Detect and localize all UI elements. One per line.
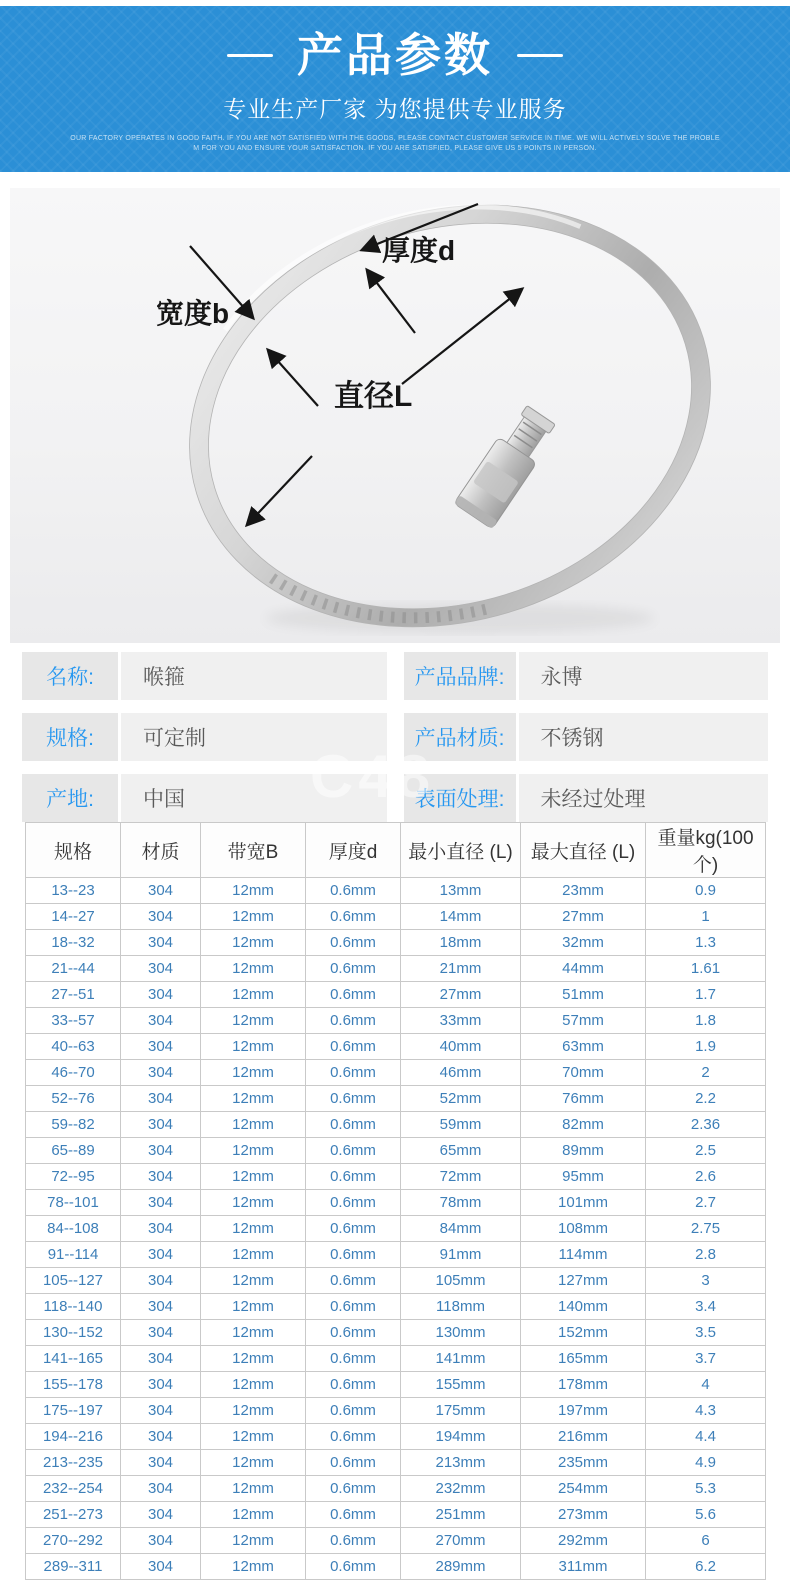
table-cell: 3.7 [646,1346,766,1372]
table-cell: 0.6mm [306,1034,401,1060]
table-row [26,1034,766,1060]
table-cell: 0.6mm [306,1502,401,1528]
attribute-label: 产地: [22,774,118,822]
table-cell: 152mm [521,1320,646,1346]
table-cell: 304 [121,1138,201,1164]
hero-banner [0,6,790,172]
table-cell: 304 [121,1216,201,1242]
table-cell: 155--178 [26,1372,121,1398]
column-header: 重量kg(100个) [646,823,766,878]
table-cell: 141--165 [26,1346,121,1372]
table-cell: 13--23 [26,878,121,904]
table-cell: 304 [121,1034,201,1060]
table-row [26,1528,766,1554]
table-cell: 82mm [521,1112,646,1138]
table-cell: 59mm [401,1112,521,1138]
table-row [26,1112,766,1138]
table-cell: 0.6mm [306,1398,401,1424]
table-cell: 12mm [201,1424,306,1450]
attribute-brand [404,652,769,700]
table-row [26,982,766,1008]
table-cell: 304 [121,1476,201,1502]
table-row [26,1502,766,1528]
attribute-label: 名称: [22,652,118,700]
table-row [26,1424,766,1450]
table-cell: 78--101 [26,1190,121,1216]
table-cell: 63mm [521,1034,646,1060]
table-cell: 51mm [521,982,646,1008]
table-cell: 72--95 [26,1164,121,1190]
table-cell: 46--70 [26,1060,121,1086]
table-cell: 78mm [401,1190,521,1216]
width-label: 宽度b [156,298,230,329]
attribute-value: 永博 [519,652,769,700]
attribute-material [404,713,769,761]
table-cell: 197mm [521,1398,646,1424]
table-cell: 0.6mm [306,1424,401,1450]
table-cell: 12mm [201,904,306,930]
table-cell: 59--82 [26,1112,121,1138]
table-cell: 32mm [521,930,646,956]
table-cell: 304 [121,1190,201,1216]
table-cell: 2 [646,1060,766,1086]
table-cell: 70mm [521,1060,646,1086]
table-cell: 114mm [521,1242,646,1268]
spec-table-head-row [26,823,766,878]
table-row [26,930,766,956]
table-cell: 23mm [521,878,646,904]
table-cell: 141mm [401,1346,521,1372]
table-cell: 1.7 [646,982,766,1008]
table-cell: 12mm [201,982,306,1008]
table-cell: 0.6mm [306,1216,401,1242]
attribute-spec [22,713,387,761]
table-cell: 12mm [201,1008,306,1034]
table-cell: 289mm [401,1554,521,1580]
hero-subtitle: 专业生产厂家 为您提供专业服务 [223,96,567,122]
table-cell: 27mm [521,904,646,930]
table-cell: 18--32 [26,930,121,956]
table-row [26,1060,766,1086]
table-cell: 235mm [521,1450,646,1476]
table-cell: 304 [121,1346,201,1372]
table-cell: 0.6mm [306,1164,401,1190]
table-cell: 12mm [201,1060,306,1086]
column-header: 最小直径 (L) [401,823,521,878]
column-header: 材质 [121,823,201,878]
attribute-origin [22,774,387,822]
table-cell: 4.3 [646,1398,766,1424]
table-cell: 304 [121,1424,201,1450]
table-cell: 2.7 [646,1190,766,1216]
table-cell: 251mm [401,1502,521,1528]
table-cell: 12mm [201,1554,306,1580]
table-cell: 52mm [401,1086,521,1112]
spec-table [25,822,766,1580]
table-cell: 194--216 [26,1424,121,1450]
table-cell: 289--311 [26,1554,121,1580]
hose-clamp-diagram [10,188,780,643]
clamp-screw-housing [454,402,560,529]
table-cell: 304 [121,1502,201,1528]
table-row [26,1294,766,1320]
table-cell: 84mm [401,1216,521,1242]
hero-note [0,134,790,153]
table-cell: 95mm [521,1164,646,1190]
table-row [26,1554,766,1580]
table-cell: 44mm [521,956,646,982]
table-cell: 4.9 [646,1450,766,1476]
table-cell: 12mm [201,1242,306,1268]
table-cell: 232--254 [26,1476,121,1502]
table-cell: 6.2 [646,1554,766,1580]
table-cell: 304 [121,1242,201,1268]
attribute-name [22,652,387,700]
table-cell: 40--63 [26,1034,121,1060]
table-cell: 1.61 [646,956,766,982]
attribute-surface [404,774,769,822]
table-cell: 12mm [201,878,306,904]
table-cell: 27mm [401,982,521,1008]
table-row [26,956,766,982]
table-cell: 155mm [401,1372,521,1398]
table-cell: 12mm [201,1164,306,1190]
table-cell: 0.6mm [306,1528,401,1554]
attribute-value: 不锈钢 [519,713,769,761]
table-cell: 12mm [201,1320,306,1346]
thickness-label: 厚度d [382,235,456,266]
table-row [26,1164,766,1190]
table-cell: 304 [121,1164,201,1190]
spec-table-body [26,878,766,1580]
table-cell: 1.9 [646,1034,766,1060]
attribute-label: 规格: [22,713,118,761]
attribute-value: 中国 [121,774,387,822]
table-cell: 311mm [521,1554,646,1580]
table-cell: 270--292 [26,1528,121,1554]
table-cell: 101mm [521,1190,646,1216]
table-row [26,1008,766,1034]
table-cell: 251--273 [26,1502,121,1528]
table-cell: 46mm [401,1060,521,1086]
table-cell: 304 [121,1398,201,1424]
table-cell: 194mm [401,1424,521,1450]
table-cell: 0.6mm [306,1138,401,1164]
table-cell: 0.6mm [306,1242,401,1268]
table-row [26,904,766,930]
table-cell: 18mm [401,930,521,956]
table-cell: 0.6mm [306,1554,401,1580]
table-cell: 21mm [401,956,521,982]
attribute-label: 表面处理: [404,774,516,822]
table-cell: 12mm [201,1450,306,1476]
table-cell: 12mm [201,1138,306,1164]
table-cell: 33mm [401,1008,521,1034]
column-header: 规格 [26,823,121,878]
table-cell: 304 [121,1528,201,1554]
table-cell: 304 [121,930,201,956]
table-cell: 4.4 [646,1424,766,1450]
table-cell: 178mm [521,1372,646,1398]
attribute-value: 可定制 [121,713,387,761]
table-cell: 2.6 [646,1164,766,1190]
table-cell: 4 [646,1372,766,1398]
table-cell: 304 [121,1320,201,1346]
attribute-label: 产品材质: [404,713,516,761]
table-cell: 84--108 [26,1216,121,1242]
title-dash-right [517,54,563,57]
table-cell: 0.6mm [306,1060,401,1086]
hero-title-row [0,6,790,81]
table-cell: 0.6mm [306,1112,401,1138]
table-row [26,1372,766,1398]
attribute-value: 未经过处理 [519,774,769,822]
page-title: 产品参数 [297,29,493,81]
table-cell: 118mm [401,1294,521,1320]
diameter-label: 直径L [334,380,413,413]
table-cell: 108mm [521,1216,646,1242]
table-cell: 12mm [201,1476,306,1502]
product-attributes [0,652,790,822]
table-cell: 0.6mm [306,1450,401,1476]
table-cell: 216mm [521,1424,646,1450]
table-cell: 0.6mm [306,1008,401,1034]
table-cell: 304 [121,1086,201,1112]
table-cell: 175--197 [26,1398,121,1424]
table-cell: 89mm [521,1138,646,1164]
table-cell: 118--140 [26,1294,121,1320]
table-cell: 127mm [521,1268,646,1294]
table-cell: 0.6mm [306,982,401,1008]
table-cell: 0.6mm [306,1086,401,1112]
table-cell: 304 [121,1060,201,1086]
table-cell: 52--76 [26,1086,121,1112]
table-cell: 0.6mm [306,878,401,904]
table-cell: 304 [121,956,201,982]
table-row [26,1346,766,1372]
product-photo [10,188,780,643]
table-cell: 0.9 [646,878,766,904]
table-cell: 273mm [521,1502,646,1528]
table-cell: 12mm [201,1190,306,1216]
table-cell: 2.75 [646,1216,766,1242]
table-cell: 12mm [201,1112,306,1138]
table-cell: 304 [121,1294,201,1320]
table-row [26,1320,766,1346]
table-cell: 270mm [401,1528,521,1554]
table-cell: 27--51 [26,982,121,1008]
table-cell: 91--114 [26,1242,121,1268]
table-cell: 72mm [401,1164,521,1190]
table-cell: 304 [121,904,201,930]
table-cell: 304 [121,878,201,904]
table-cell: 33--57 [26,1008,121,1034]
column-header: 最大直径 (L) [521,823,646,878]
table-cell: 12mm [201,1216,306,1242]
attribute-label: 产品品牌: [404,652,516,700]
watermark: C48 [310,743,436,810]
table-row [26,1476,766,1502]
table-cell: 76mm [521,1086,646,1112]
table-cell: 2.36 [646,1112,766,1138]
table-cell: 91mm [401,1242,521,1268]
table-row [26,1190,766,1216]
table-cell: 175mm [401,1398,521,1424]
table-cell: 105--127 [26,1268,121,1294]
hero-note-line1: OUR FACTORY OPERATES IN GOOD FAITH. IF YOU ARE NOT SATISFIED WITH THE GOODS, PLEASE CONTACT CUSTOMER SERVICE IN TIME. WE WILL ACTIVELY SOLVE THE PROBLE [70,135,720,142]
table-cell: 65mm [401,1138,521,1164]
table-cell: 5.3 [646,1476,766,1502]
table-cell: 3.4 [646,1294,766,1320]
table-cell: 130mm [401,1320,521,1346]
table-cell: 3 [646,1268,766,1294]
table-cell: 12mm [201,1086,306,1112]
table-cell: 57mm [521,1008,646,1034]
table-cell: 1 [646,904,766,930]
table-cell: 13mm [401,878,521,904]
table-cell: 254mm [521,1476,646,1502]
table-cell: 21--44 [26,956,121,982]
table-row [26,878,766,904]
table-cell: 0.6mm [306,1294,401,1320]
attribute-value: 喉箍 [121,652,387,700]
table-row [26,1398,766,1424]
table-cell: 304 [121,1450,201,1476]
table-cell: 0.6mm [306,1346,401,1372]
table-cell: 12mm [201,1528,306,1554]
table-cell: 1.8 [646,1008,766,1034]
table-cell: 3.5 [646,1320,766,1346]
hero-note-line2: M FOR YOU AND ENSURE YOUR SATISFACTION. IF YOU ARE SATISFIED, PLEASE GIVE US 5 POINTS IN PERSON. [193,144,597,152]
table-cell: 213--235 [26,1450,121,1476]
table-cell: 304 [121,1112,201,1138]
table-row [26,1216,766,1242]
table-cell: 12mm [201,1398,306,1424]
table-cell: 304 [121,1554,201,1580]
table-cell: 140mm [521,1294,646,1320]
table-row [26,1268,766,1294]
table-cell: 14--27 [26,904,121,930]
table-cell: 304 [121,1372,201,1398]
table-cell: 0.6mm [306,930,401,956]
table-cell: 0.6mm [306,956,401,982]
table-cell: 6 [646,1528,766,1554]
table-cell: 12mm [201,1502,306,1528]
table-cell: 304 [121,982,201,1008]
table-row [26,1450,766,1476]
table-cell: 2.5 [646,1138,766,1164]
table-cell: 0.6mm [306,1190,401,1216]
table-cell: 0.6mm [306,1372,401,1398]
table-cell: 12mm [201,930,306,956]
table-cell: 0.6mm [306,1476,401,1502]
table-cell: 12mm [201,1294,306,1320]
table-cell: 12mm [201,1034,306,1060]
table-cell: 12mm [201,1372,306,1398]
table-row [26,1242,766,1268]
table-cell: 2.8 [646,1242,766,1268]
table-cell: 304 [121,1008,201,1034]
table-cell: 1.3 [646,930,766,956]
table-cell: 5.6 [646,1502,766,1528]
column-header: 带宽B [201,823,306,878]
table-cell: 12mm [201,956,306,982]
table-row [26,1086,766,1112]
table-cell: 12mm [201,1268,306,1294]
table-row [26,1138,766,1164]
table-cell: 65--89 [26,1138,121,1164]
table-cell: 165mm [521,1346,646,1372]
table-cell: 130--152 [26,1320,121,1346]
table-cell: 2.2 [646,1086,766,1112]
table-cell: 232mm [401,1476,521,1502]
table-cell: 14mm [401,904,521,930]
table-cell: 0.6mm [306,904,401,930]
column-header: 厚度d [306,823,401,878]
table-cell: 0.6mm [306,1320,401,1346]
table-cell: 292mm [521,1528,646,1554]
title-dash-left [227,54,273,57]
table-cell: 0.6mm [306,1268,401,1294]
table-cell: 105mm [401,1268,521,1294]
table-cell: 12mm [201,1346,306,1372]
table-cell: 213mm [401,1450,521,1476]
table-cell: 40mm [401,1034,521,1060]
table-cell: 304 [121,1268,201,1294]
